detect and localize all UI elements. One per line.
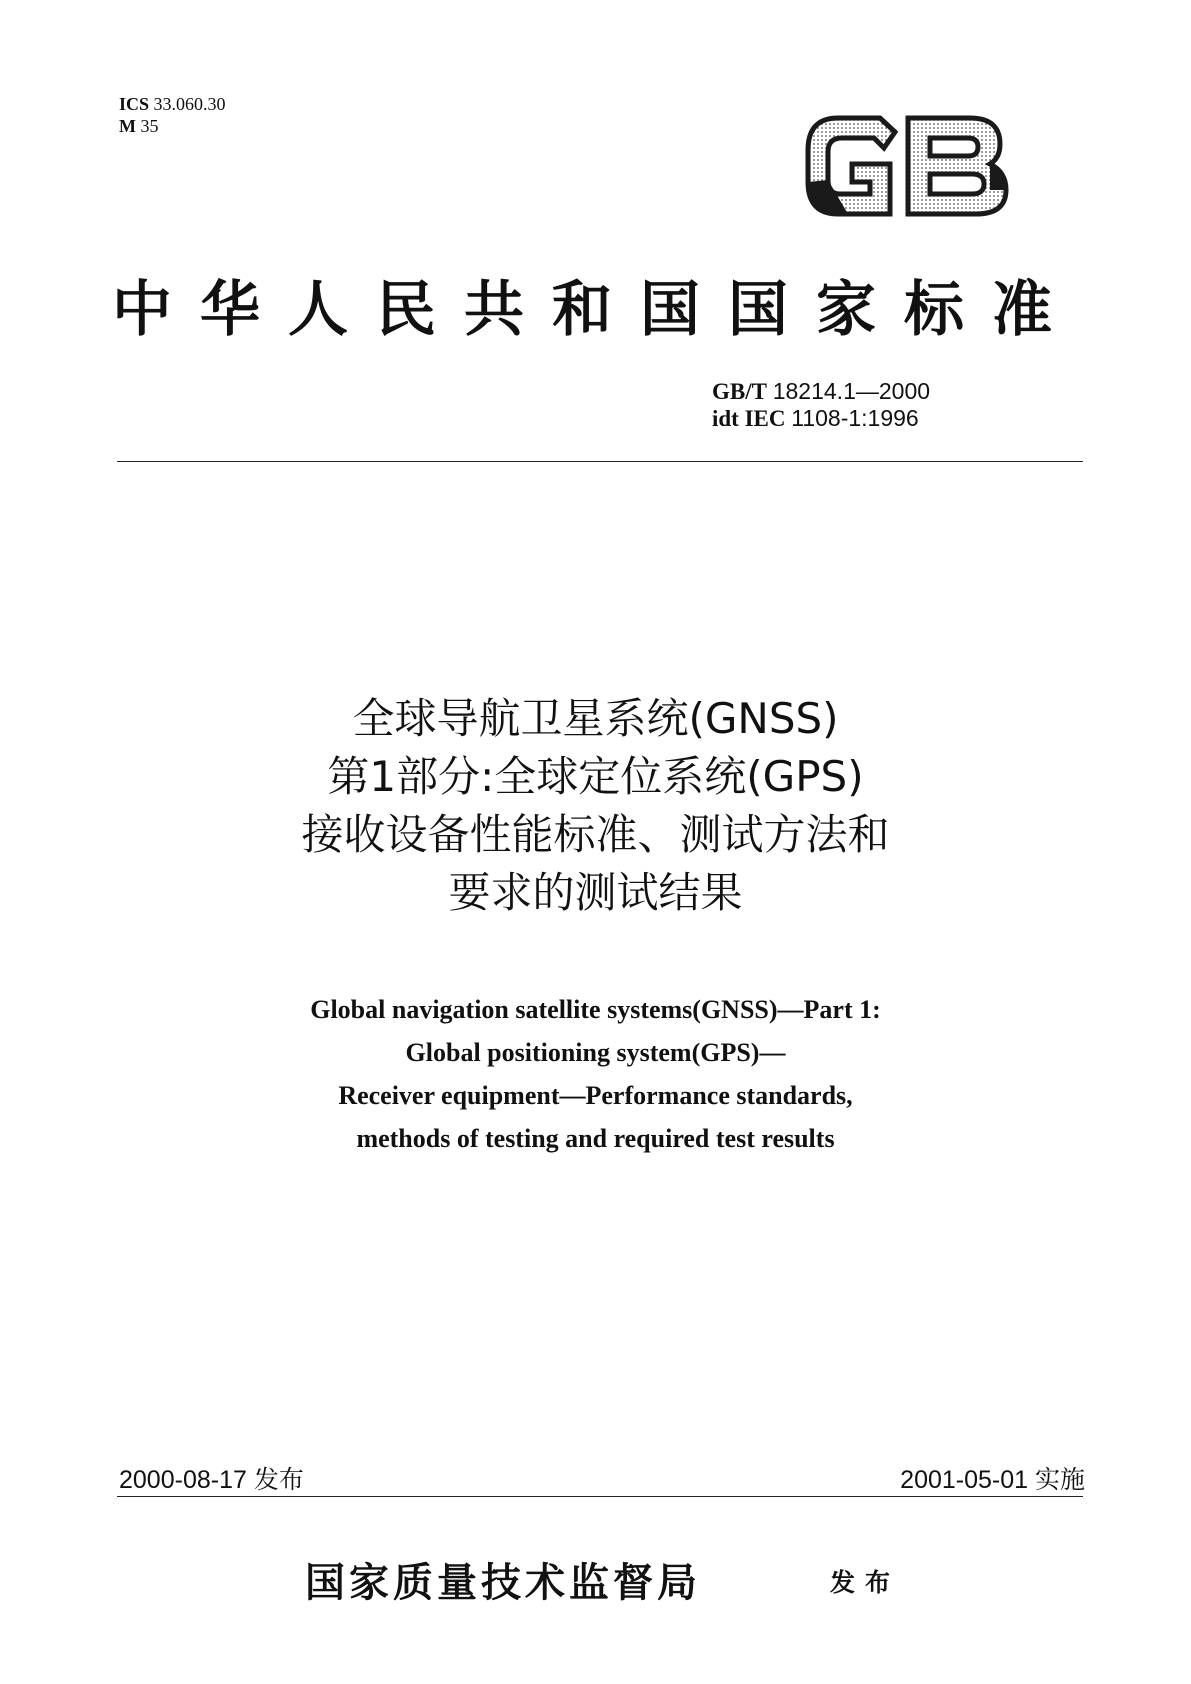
category-code: M 35 (119, 116, 159, 136)
classification-codes (119, 93, 226, 137)
english-title-line: Global navigation satellite systems(GNSS)—Part 1: (310, 995, 881, 1024)
standard-number (712, 378, 930, 432)
chinese-title-line: 接收设备性能标准、测试方法和 (301, 810, 890, 859)
chinese-title-line: 第1部分:全球定位系统(GPS) (327, 752, 864, 801)
publisher-name: 国家质量技术监督局 (305, 1559, 701, 1606)
gb-number: GB/T 18214.1—2000 (712, 378, 931, 404)
english-title-line: Global positioning system(GPS)— (405, 1038, 786, 1067)
issue-date: 2000-08-17 发布 (119, 1466, 304, 1494)
idt-number: idt IEC 1108-1:1996 (712, 405, 919, 431)
english-title-line: methods of testing and required test results (356, 1124, 835, 1153)
implementation-date: 2001-05-01 实施 (900, 1466, 1085, 1494)
chinese-title-line: 要求的测试结果 (448, 868, 743, 917)
chinese-title-line: 全球导航卫星系统(GNSS) (352, 694, 839, 743)
english-title (0, 988, 1191, 1160)
national-standard-title: 中华人民共和国国家标准 (112, 275, 1080, 345)
bottom-divider (117, 1496, 1083, 1497)
top-divider (117, 461, 1083, 462)
publish-label: 发布 (830, 1568, 901, 1597)
gb-logo-icon (800, 110, 1015, 222)
ics-code: ICS 33.060.30 (119, 94, 226, 114)
chinese-title (0, 690, 1191, 922)
english-title-line: Receiver equipment—Performance standards, (338, 1081, 853, 1110)
